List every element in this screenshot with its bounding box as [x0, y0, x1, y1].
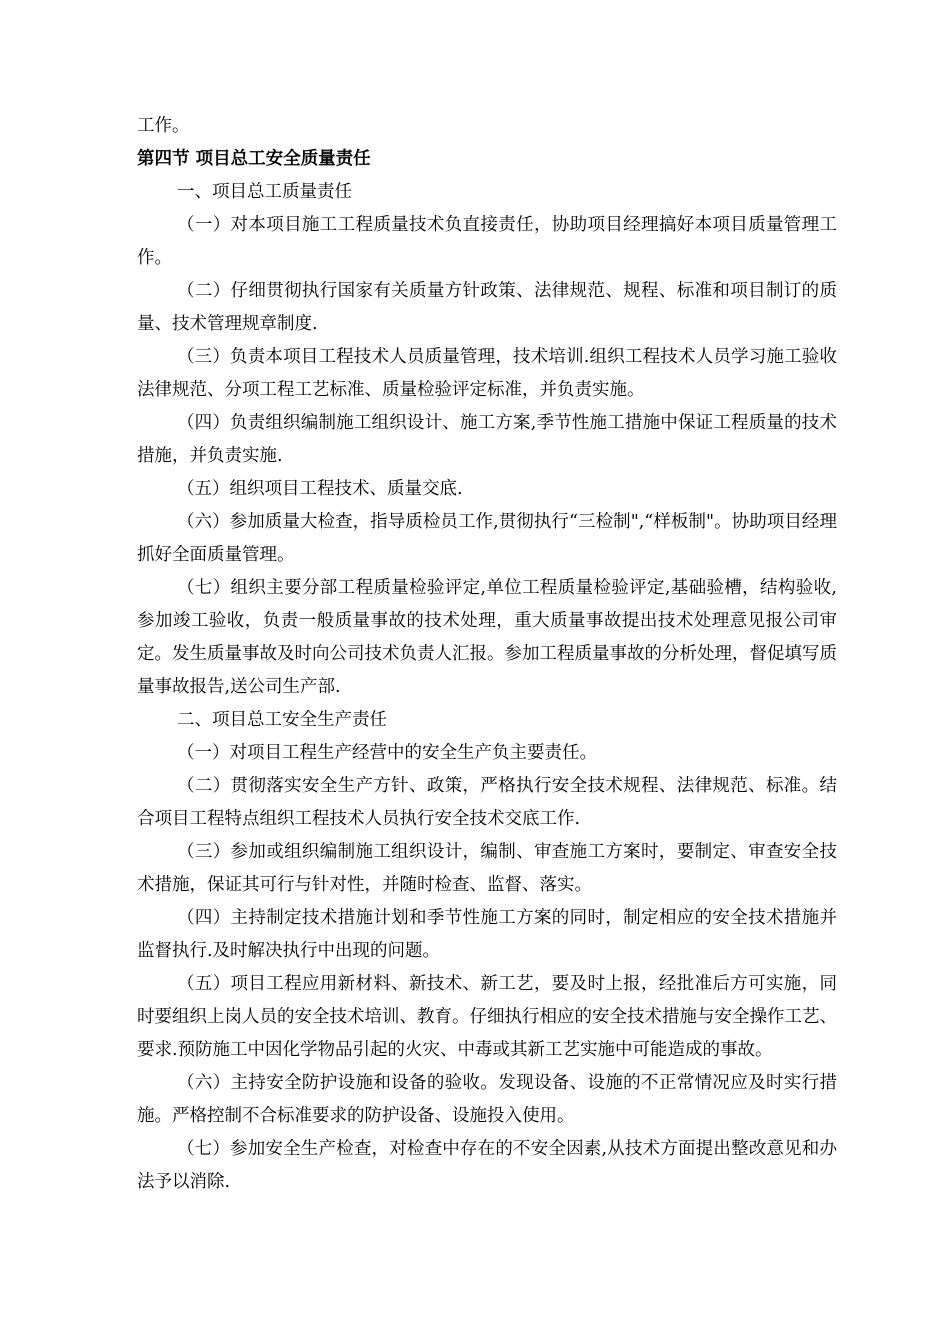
intro-text: 工作。	[137, 116, 190, 136]
part2-item: （二）贯彻落实安全生产方针、政策，严格执行安全技术规程、法律规范、标准。结合项目工程特点组织工程技术人员执行安全技术交底工作.	[137, 776, 837, 829]
part2-item: （四）主持制定技术措施计划和季节性施工方案的同时，制定相应的安全技术措施并监督执行.及时解决执行中出现的问题。	[137, 908, 837, 961]
part2-item: （一）对项目工程生产经营中的安全生产负主要责任。	[177, 743, 597, 763]
part1-item: （五）组织项目工程技术、质量交底.	[177, 479, 463, 499]
part2-item: （七）参加安全生产检查，对检查中存在的不安全因素,从技术方面提出整改意见和办法予以消除.	[137, 1139, 837, 1192]
part1-item: （七）组织主要分部工程质量检验评定,单位工程质量检验评定,基础验槽，结构验收,参加竣工验收，负责一般质量事故的技术处理，重大质量事故提出技术处理意见报公司审定。发生质量事故及时向公司技术负责人汇报。参加工程质量事故的分析处理，督促填写质量事故报告,送公司生产部.	[137, 578, 837, 697]
part1-item: （四）负责组织编制施工组织设计、施工方案,季节性施工措施中保证工程质量的技术措施，并负责实施.	[137, 413, 837, 466]
part1-item: （一）对本项目施工工程质量技术负直接责任，协助项目经理搞好本项目质量管理工作。	[137, 215, 837, 268]
part2-item: （三）参加或组织编制施工组织设计，编制、审查施工方案时，要制定、审查安全技术措施，保证其可行与针对性，并随时检查、监督、落实。	[137, 842, 837, 895]
part1-item: （二）仔细贯彻执行国家有关质量方针政策、法律规范、规程、标准和项目制订的质量、技术管理规章制度.	[137, 281, 837, 334]
part1-heading: 一、项目总工质量责任	[177, 182, 352, 202]
part1-item: （三）负责本项目工程技术人员质量管理，技术培训.组织工程技术人员学习施工验收法律规范、分项工程工艺标准、质量检验评定标准，并负责实施。	[137, 347, 837, 400]
section-title: 第四节 项目总工安全质量责任	[137, 149, 371, 169]
part2-heading: 二、项目总工安全生产责任	[177, 710, 387, 730]
part2-item: （五）项目工程应用新材料、新技术、新工艺，要及时上报，经批准后方可实施，同时要组织上岗人员的安全技术培训、教育。仔细执行相应的安全技术措施与安全操作工艺、要求.预防施工中因化学物品引起的火灾、中毒或其新工艺实施中可能造成的事故。	[137, 974, 837, 1060]
document-body	[137, 110, 837, 1199]
part2-item: （六）主持安全防护设施和设备的验收。发现设备、设施的不正常情况应及时实行措施。严格控制不合标准要求的防护设备、设施投入使用。	[137, 1073, 837, 1126]
part1-item: （六）参加质量大检查，指导质检员工作,贯彻执行“三检制",“样板制"。协助项目经理抓好全面质量管理。	[137, 512, 837, 565]
